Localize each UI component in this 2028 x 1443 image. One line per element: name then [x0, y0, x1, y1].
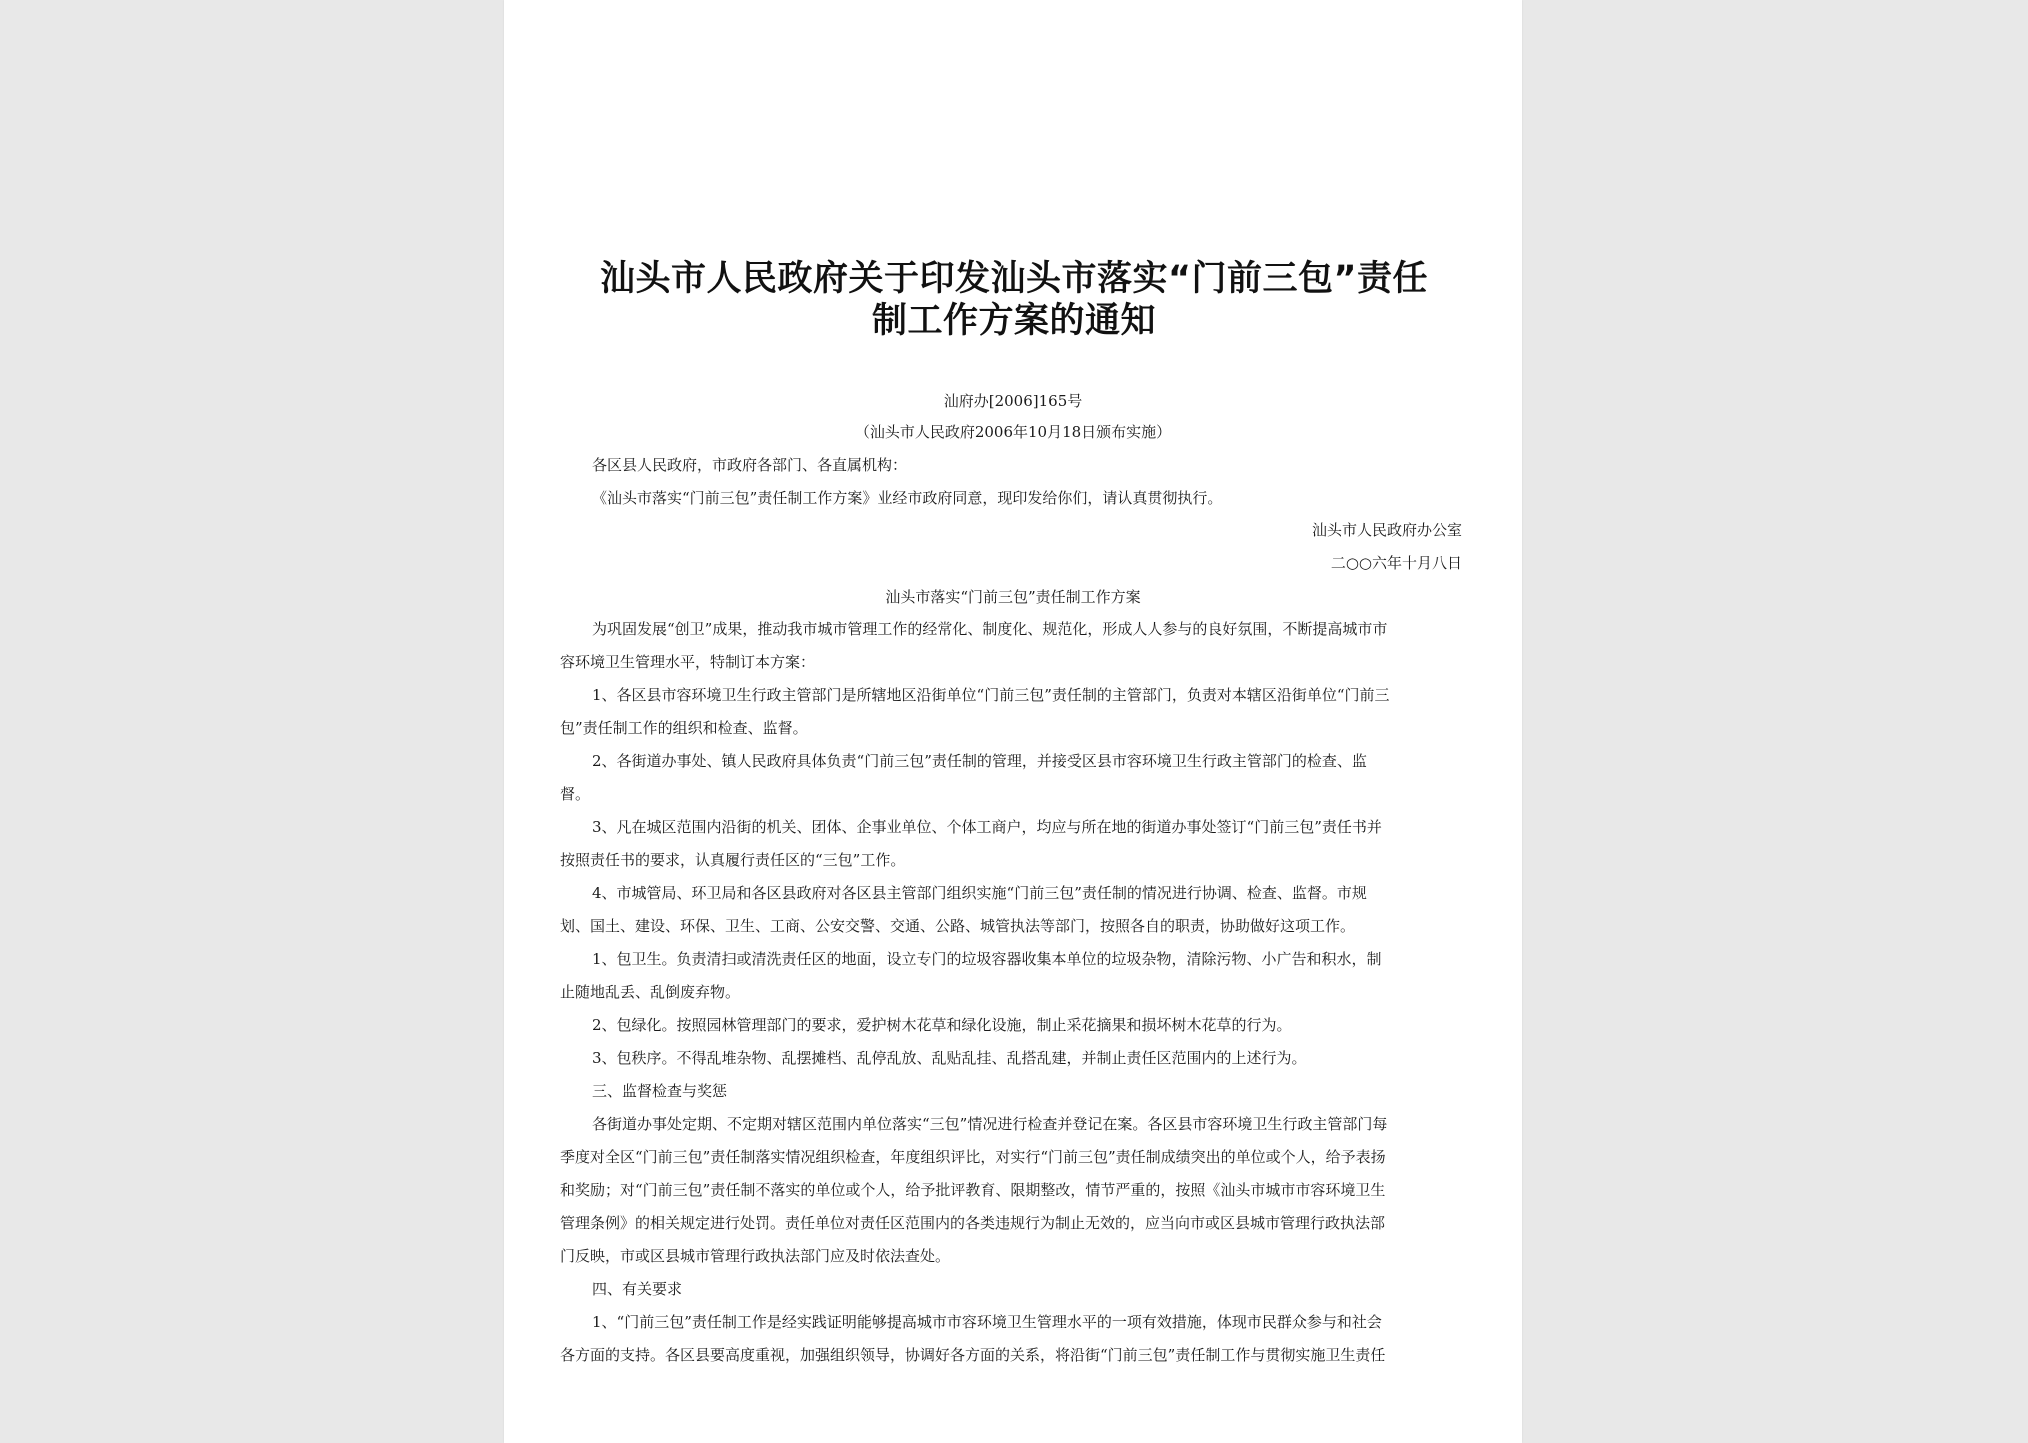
- body-line: 3、凡在城区范围内沿街的机关、团体、企事业单位、个体工商户，均应与所在地的街道办事处签订“门前三包”责任书并: [592, 818, 1382, 836]
- body-line: 督。: [560, 785, 591, 803]
- body-line: 门反映，市或区县城市管理行政执法部门应及时依法查处。: [560, 1247, 951, 1265]
- issue-note: （汕头市人民政府2006年10月18日颁布实施）: [854, 423, 1172, 441]
- document-page: [504, 0, 1522, 1443]
- body-line: 1、“门前三包”责任制工作是经实践证明能够提高城市市容环境卫生管理水平的一项有效措施，体现市民群众参与和社会: [592, 1313, 1382, 1331]
- title-line-1: 汕头市人民政府关于印发汕头市落实“门前三包”责任: [599, 259, 1428, 299]
- body-line: 容环境卫生管理水平，特制订本方案：: [560, 653, 816, 671]
- intro-paragraph: 《汕头市落实“门前三包”责任制工作方案》业经市政府同意，现印发给你们，请认真贯彻执行。: [592, 489, 1223, 507]
- body-line: 划、国土、建设、环保、卫生、工商、公安交警、交通、公路、城管执法等部门，按照各自的职责，协助做好这项工作。: [560, 917, 1356, 935]
- signature-date: 二○○六年十月八日: [1330, 554, 1462, 572]
- body-line: 4、市城管局、环卫局和各区县政府对各区县主管部门组织实施“门前三包”责任制的情况进行协调、检查、监督。市规: [592, 884, 1367, 902]
- plan-title: 汕头市落实“门前三包”责任制工作方案: [885, 588, 1141, 606]
- body-line: 2、包绿化。按照园林管理部门的要求，爱护树木花草和绿化设施，制止采花摘果和损坏树木花草的行为。: [592, 1016, 1292, 1034]
- title-line-2: 制工作方案的通知: [871, 301, 1156, 341]
- body-line: 1、包卫生。负责清扫或清洗责任区的地面，设立专门的垃圾容器收集本单位的垃圾杂物，清除污物、小广告和积水，制: [592, 950, 1382, 968]
- body-line: 3、包秩序。不得乱堆杂物、乱摆摊档、乱停乱放、乱贴乱挂、乱搭乱建，并制止责任区范围内的上述行为。: [592, 1049, 1307, 1067]
- section-heading: 四、有关要求: [592, 1280, 683, 1298]
- body-line: 各街道办事处定期、不定期对辖区范围内单位落实“三包”情况进行检查并登记在案。各区县市容环境卫生行政主管部门每: [592, 1115, 1388, 1133]
- body-line: 按照责任书的要求，认真履行责任区的“三包”工作。: [560, 851, 906, 869]
- body-line: 包”责任制工作的组织和检查、监督。: [560, 719, 808, 737]
- body-line: 管理条例》的相关规定进行处罚。责任单位对责任区范围内的各类违规行为制止无效的，应当向市或区县城市管理行政执法部: [560, 1214, 1386, 1232]
- body-line: 和奖励；对“门前三包”责任制不落实的单位或个人，给予批评教育、限期整改，情节严重的，按照《汕头市城市市容环境卫生: [560, 1181, 1386, 1199]
- section-heading: 三、监督检查与奖惩: [592, 1082, 728, 1100]
- body-line: 为巩固发展“创卫”成果，推动我市城市管理工作的经常化、制度化、规范化，形成人人参与的良好氛围，不断提高城市市: [592, 620, 1388, 638]
- document-title: [584, 258, 1444, 342]
- signature-org: 汕头市人民政府办公室: [1311, 521, 1462, 539]
- body-line: 2、各街道办事处、镇人民政府具体负责“门前三包”责任制的管理，并接受区县市容环境卫生行政主管部门的检查、监: [592, 752, 1367, 770]
- document-number: 汕府办[2006]165号: [943, 392, 1083, 410]
- body-line: 止随地乱丢、乱倒废弃物。: [560, 983, 741, 1001]
- body-line: 各方面的支持。各区县要高度重视，加强组织领导，协调好各方面的关系，将沿街“门前三包”责任制工作与贯彻实施卫生责任: [560, 1346, 1386, 1364]
- body-line: 1、各区县市容环境卫生行政主管部门是所辖地区沿街单位“门前三包”责任制的主管部门，负责对本辖区沿街单位“门前三: [592, 686, 1390, 704]
- salutation: 各区县人民政府，市政府各部门、各直属机构：: [592, 456, 908, 474]
- body-line: 季度对全区“门前三包”责任制落实情况组织检查，年度组织评比，对实行“门前三包”责任制成绩突出的单位或个人，给予表扬: [560, 1148, 1386, 1166]
